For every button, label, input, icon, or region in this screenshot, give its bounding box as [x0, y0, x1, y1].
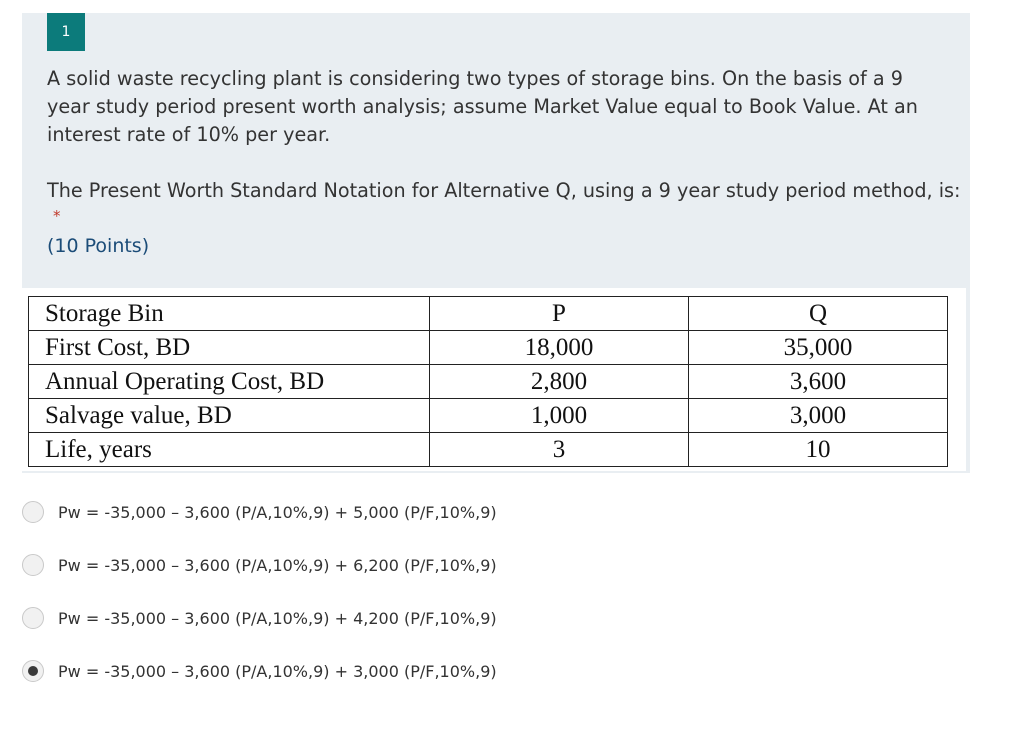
table-cell: 3,000: [689, 399, 948, 433]
radio-button[interactable]: [22, 554, 44, 576]
table-cell: 1,000: [430, 399, 689, 433]
answer-option-label[interactable]: Pw = -35,000 – 3,600 (P/A,10%,9) + 4,200 (P/F,10%,9): [58, 608, 497, 628]
table-cell: 2,800: [430, 365, 689, 399]
points-label: (10 Points): [47, 235, 150, 257]
table-cell: First Cost, BD: [29, 331, 430, 365]
answer-option-2[interactable]: [22, 551, 497, 579]
table-cell: 3: [430, 433, 689, 467]
answer-option-3[interactable]: [22, 604, 497, 632]
question-number-badge: 1: [47, 13, 85, 51]
table-header-cell: P: [430, 297, 689, 331]
table-cell: Life, years: [29, 433, 430, 467]
table-header-cell: Q: [689, 297, 948, 331]
table-row: [29, 433, 948, 467]
answer-option-label[interactable]: Pw = -35,000 – 3,600 (P/A,10%,9) + 3,000 (P/F,10%,9): [58, 661, 497, 681]
table-header-row: [29, 297, 948, 331]
answer-option-1[interactable]: [22, 498, 497, 526]
question-card: [22, 13, 970, 473]
storage-bin-table: [28, 296, 948, 467]
table-cell: 3,600: [689, 365, 948, 399]
radio-button[interactable]: [22, 660, 44, 682]
question-prompt: The Present Worth Standard Notation for Alternative Q, using a 9 year study period method, is:: [47, 179, 961, 202]
table-cell: Salvage value, BD: [29, 399, 430, 433]
question-text: A solid waste recycling plant is considering two types of storage bins. On the basis of a 9 year study period present worth analysis; assume Market Value equal to Book Value. At an interest rate of 10% per year.: [47, 67, 918, 146]
radio-button[interactable]: [22, 607, 44, 629]
answer-option-label[interactable]: Pw = -35,000 – 3,600 (P/A,10%,9) + 5,000 (P/F,10%,9): [58, 502, 497, 522]
table-cell: 18,000: [430, 331, 689, 365]
answer-option-4[interactable]: [22, 657, 497, 685]
table-row: [29, 399, 948, 433]
table-cell: 10: [689, 433, 948, 467]
required-marker: *: [53, 207, 61, 225]
table-cell: Annual Operating Cost, BD: [29, 365, 430, 399]
radio-button[interactable]: [22, 501, 44, 523]
table-row: [29, 331, 948, 365]
table-header-cell: Storage Bin: [29, 297, 430, 331]
table-row: [29, 365, 948, 399]
answer-option-label[interactable]: Pw = -35,000 – 3,600 (P/A,10%,9) + 6,200 (P/F,10%,9): [58, 555, 497, 575]
table-cell: 35,000: [689, 331, 948, 365]
data-table-image: [22, 288, 966, 471]
